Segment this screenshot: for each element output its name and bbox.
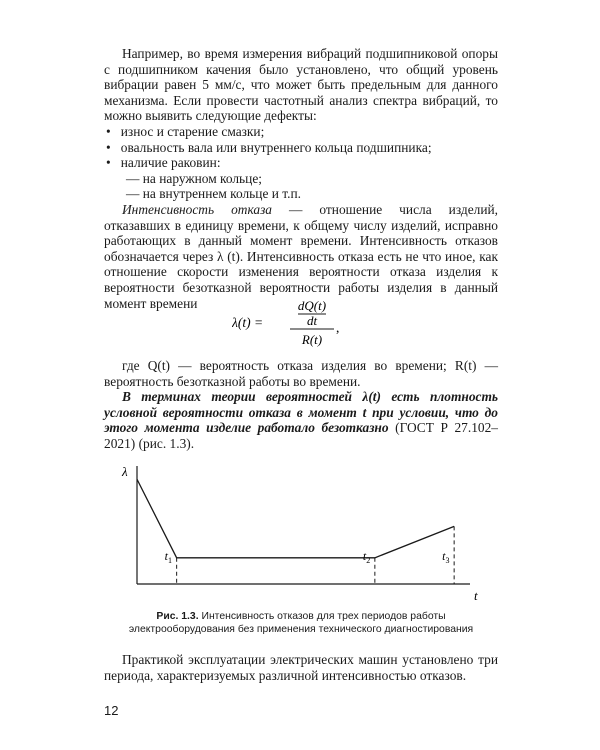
term-failure-intensity: Интенсивность отказа [122, 201, 272, 217]
paragraph-definition: Интенсивность отказа — отношение числа изделий, отказавших в единицу времени, к общему числу изделий, исправно работающих в данный момент времени. Интенсивность отказов обозначается через λ (t). Интенсивность отказа есть не что иное, как отношение скорости изменения вероятности отказа изделия к вероятности безотказной вероятности работы изделия в данный момент времени [104, 201, 498, 311]
bullet-glyph: • [106, 123, 111, 139]
x-tick-labels [165, 549, 450, 565]
page-number: 12 [104, 703, 119, 718]
failure-intensity-chart [0, 458, 600, 608]
formula-denominator: R(t) [301, 332, 323, 347]
dash-glyph: — [126, 186, 140, 202]
dash-glyph: — [126, 170, 140, 186]
formula-numerator-top: dQ(t) [297, 298, 327, 313]
formula-comma: , [336, 320, 340, 335]
caption-label: Рис. 1.3. [156, 611, 199, 622]
formula-numerator-bottom: dt [306, 313, 318, 328]
tick-label-t3: $t_3$ [442, 549, 450, 565]
paragraph-vibration: Например, во время измерения вибраций подшипниковой опоры с подшипником качения было установлено, что общий уровень вибрации равен 5 мм/с, что может быть предельным для данного механизма. Если провести частотный анализ спектра вибраций, то можно выявить следующие дефекты: [104, 46, 498, 124]
text-block-bottom [104, 652, 498, 683]
series-line-lambda [137, 479, 454, 558]
bold-definition: В терминах теории вероятностей λ(t) есть плотность условной вероятности отказа в момент t при условии, что до этого момента изделие работало безотказно [104, 389, 498, 436]
text-block-middle [104, 358, 498, 452]
tick-label-t2: $t_2$ [362, 549, 371, 565]
y-axis-label: λ [122, 464, 128, 479]
defect-item-3: • наличие раковин: [106, 155, 221, 171]
defect-item-2: • овальность вала или внутреннего кольца подшипника; [106, 139, 432, 155]
failure-rate-formula [232, 296, 372, 350]
figure-caption: Рис. 1.3. Интенсивность отказов для трех периодов работы электрооборудования без применения технического диагностирования [128, 611, 474, 635]
x-axis-label: t [474, 588, 478, 603]
bullet-glyph: • [106, 139, 111, 155]
paragraph-three-periods: Практикой эксплуатации электрических машин установлено три периода, характеризуемых различной интенсивностью отказов. [104, 652, 498, 683]
defect-list [104, 124, 498, 202]
paragraph-probability-term: В терминах теории вероятностей λ(t) есть плотность условной вероятности отказа в момент t при условии, что до этого момента изделие работало безотказно (ГОСТ Р 27.102–2021) (рис. 1.3). [104, 389, 498, 451]
defect-item-1: • износ и старение смазки; [106, 123, 265, 139]
dashed-markers [177, 526, 455, 584]
text-block-top [104, 46, 498, 311]
formula-lhs: λ(t) = [232, 315, 264, 330]
bullet-glyph: • [106, 155, 111, 171]
tick-label-t1: $t_1$ [164, 549, 172, 565]
paragraph-where: где Q(t) — вероятность отказа изделия во времени; R(t) — вероятность безотказной работы во времени. [104, 358, 498, 389]
defect-subitem-2: — на внутреннем кольце и т.п. [126, 186, 301, 202]
defect-subitem-1: — на наружном кольце; [126, 170, 262, 186]
